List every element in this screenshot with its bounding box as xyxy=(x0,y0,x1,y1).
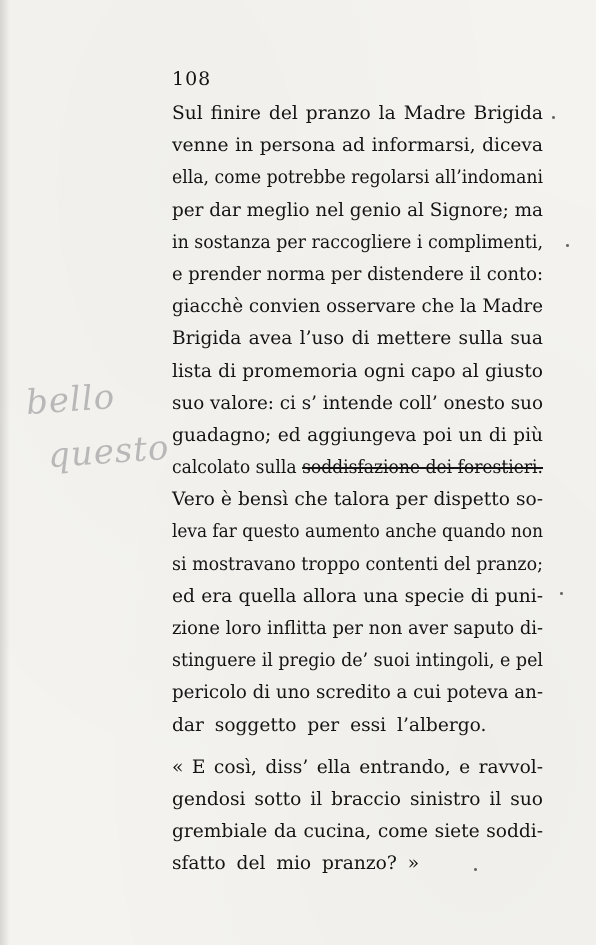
text-line xyxy=(172,816,543,848)
line-text: pericolo di uno scredito a cui poteva an- xyxy=(172,682,543,704)
line-text: per dar meglio nel genio al Signore; ma xyxy=(172,199,543,221)
line-text: zione loro inflitta per non aver saputo di- xyxy=(172,618,543,639)
text-line xyxy=(172,195,543,227)
line-text: in sostanza per raccogliere i complimenti, xyxy=(172,231,543,253)
line-text: « E così, diss’ ella entrando, e ravvol- xyxy=(172,756,543,778)
text-line xyxy=(172,516,543,548)
paper-speck xyxy=(560,592,563,595)
text-line xyxy=(172,645,543,677)
text-line xyxy=(172,388,543,420)
line-text: lista di promemoria ogni capo al giusto xyxy=(172,360,543,382)
text-line xyxy=(172,356,543,388)
text-line xyxy=(172,130,543,162)
line-text: si mostravano troppo contenti del pranzo; xyxy=(172,553,543,575)
text-line xyxy=(172,162,543,194)
text-line xyxy=(172,581,543,613)
line-text: gendosi sotto il braccio sinistro il suo xyxy=(172,788,543,810)
text-line xyxy=(172,98,543,130)
line-text-struck: calcolato sulla soddisfazione dei forestieri. xyxy=(172,457,543,479)
text-line xyxy=(172,613,543,645)
text-line xyxy=(172,323,543,355)
paragraph-gap xyxy=(172,742,543,752)
text-line xyxy=(172,848,543,880)
line-text: guadagno; ed aggiungeva poi un di più xyxy=(172,424,543,446)
line-text: ella, come potrebbe regolarsi all’indomani xyxy=(172,167,543,189)
text-line xyxy=(172,291,543,323)
body-text xyxy=(172,98,543,881)
text-line xyxy=(172,484,543,516)
paper-speck xyxy=(552,116,555,119)
line-text: ed era quella allora una specie di puni- xyxy=(172,585,543,607)
text-line xyxy=(172,227,543,259)
line-text: grembiale da cucina, come siete soddi- xyxy=(172,821,543,843)
text-line xyxy=(172,452,543,484)
line-text: leva far questo aumento anche quando non xyxy=(172,521,543,543)
text-line xyxy=(172,710,543,742)
text-line xyxy=(172,677,543,709)
margin-note-handwritten: questo xyxy=(46,427,171,477)
text-line xyxy=(172,784,543,816)
text-line xyxy=(172,259,543,291)
line-text: giacchè convien osservare che la Madre xyxy=(172,296,543,318)
page-number: 108 xyxy=(172,68,212,90)
paper-speck xyxy=(566,244,569,247)
text-line xyxy=(172,752,543,784)
line-text: sfatto del mio pranzo? » xyxy=(172,853,420,875)
text-line xyxy=(172,549,543,581)
margin-note-handwritten: bello xyxy=(24,376,117,424)
line-text: e prender norma per distendere il conto: xyxy=(172,263,543,285)
line-text: Sul finire del pranzo la Madre Brigida xyxy=(172,103,543,124)
struck-text: soddisfazione dei forestieri. xyxy=(302,457,543,479)
line-text: Vero è bensì che talora per dispetto so- xyxy=(172,489,543,511)
gutter-shadow xyxy=(0,0,10,945)
line-text: venne in persona ad informarsi, diceva xyxy=(172,135,543,157)
line-text: dar soggetto per essi l’albergo. xyxy=(172,714,487,736)
paper-speck xyxy=(474,868,477,871)
line-text: Brigida avea l’uso di mettere sulla sua xyxy=(172,328,543,350)
line-text: suo valore: ci s’ intende coll’ onesto suo xyxy=(172,392,543,414)
line-text: stinguere il pregio de’ suoi intingoli, e pel xyxy=(172,650,543,672)
text-line xyxy=(172,420,543,452)
